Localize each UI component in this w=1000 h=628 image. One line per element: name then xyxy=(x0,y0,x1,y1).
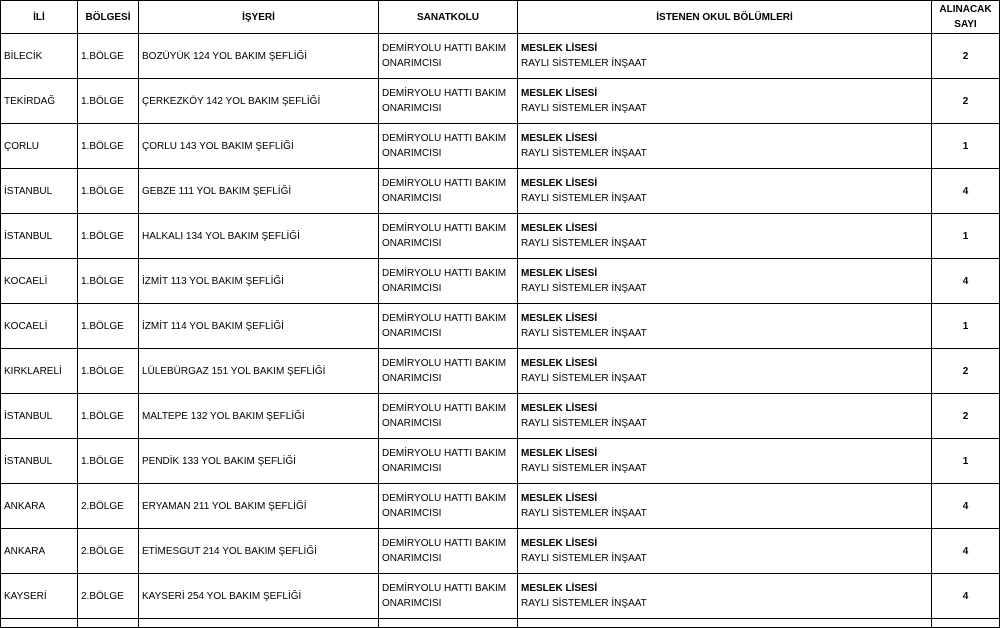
okul-sub: RAYLI SİSTEMLER İNŞAAT xyxy=(521,463,647,474)
okul-sub: RAYLI SİSTEMLER İNŞAAT xyxy=(521,598,647,609)
cell-il: İSTANBUL xyxy=(1,214,78,259)
okul-main: MESLEK LİSESİ xyxy=(521,268,598,279)
table-row xyxy=(1,439,1000,484)
sanatkolu-line2: ONARIMCISI xyxy=(382,238,442,249)
table-row xyxy=(1,349,1000,394)
sanatkolu-line1: DEMİRYOLU HATTI BAKIM xyxy=(382,448,507,459)
header-row xyxy=(1,1,1000,34)
header-alinacak-line1: ALINACAK xyxy=(939,4,992,15)
cell-isyeri: GEBZE 111 YOL BAKIM ŞEFLİĞİ xyxy=(139,169,379,214)
header-isyeri: İŞYERİ xyxy=(139,1,379,34)
cell-il: İSTANBUL xyxy=(1,394,78,439)
sanatkolu-line1: DEMİRYOLU HATTI BAKIM xyxy=(382,403,507,414)
cell-okul xyxy=(518,169,932,214)
cell-il: KAYSERİ xyxy=(1,574,78,619)
sanatkolu-line1: DEMİRYOLU HATTI BAKIM xyxy=(382,43,507,54)
cell-isyeri: ÇORLU 143 YOL BAKIM ŞEFLİĞİ xyxy=(139,124,379,169)
cell-il: BİLECİK xyxy=(1,34,78,79)
cell-empty xyxy=(78,619,139,628)
cell-sayi: 4 xyxy=(932,574,1000,619)
okul-main: MESLEK LİSESİ xyxy=(521,88,598,99)
cell-bolge: 1.BÖLGE xyxy=(78,439,139,484)
cell-sanatkolu xyxy=(379,394,518,439)
sanatkolu-line1: DEMİRYOLU HATTI BAKIM xyxy=(382,538,507,549)
cell-okul xyxy=(518,439,932,484)
sanatkolu-line1: DEMİRYOLU HATTI BAKIM xyxy=(382,493,507,504)
header-alinacak xyxy=(932,1,1000,34)
okul-sub: RAYLI SİSTEMLER İNŞAAT xyxy=(521,418,647,429)
cell-bolge: 2.BÖLGE xyxy=(78,484,139,529)
cell-sayi: 4 xyxy=(932,484,1000,529)
cell-il: ANKARA xyxy=(1,484,78,529)
header-il: İLİ xyxy=(1,1,78,34)
table-row xyxy=(1,574,1000,619)
cell-sayi: 4 xyxy=(932,529,1000,574)
cell-isyeri: LÜLEBÜRGAZ 151 YOL BAKIM ŞEFLİĞİ xyxy=(139,349,379,394)
cell-okul xyxy=(518,529,932,574)
okul-main: MESLEK LİSESİ xyxy=(521,538,598,549)
cell-empty xyxy=(379,619,518,628)
okul-main: MESLEK LİSESİ xyxy=(521,178,598,189)
cell-sanatkolu xyxy=(379,304,518,349)
table-row xyxy=(1,169,1000,214)
cell-bolge: 1.BÖLGE xyxy=(78,349,139,394)
cell-sayi: 1 xyxy=(932,124,1000,169)
cell-isyeri: PENDİK 133 YOL BAKIM ŞEFLİĞİ xyxy=(139,439,379,484)
cell-okul xyxy=(518,349,932,394)
sanatkolu-line2: ONARIMCISI xyxy=(382,328,442,339)
cell-sanatkolu xyxy=(379,259,518,304)
cell-okul xyxy=(518,484,932,529)
header-sanatkolu: SANATKOLU xyxy=(379,1,518,34)
okul-sub: RAYLI SİSTEMLER İNŞAAT xyxy=(521,508,647,519)
cell-sanatkolu xyxy=(379,169,518,214)
sanatkolu-line1: DEMİRYOLU HATTI BAKIM xyxy=(382,583,507,594)
cell-il: İSTANBUL xyxy=(1,439,78,484)
cell-okul xyxy=(518,34,932,79)
cell-sayi: 2 xyxy=(932,34,1000,79)
cell-empty xyxy=(139,619,379,628)
table-row xyxy=(1,214,1000,259)
cell-isyeri: MALTEPE 132 YOL BAKIM ŞEFLİĞİ xyxy=(139,394,379,439)
cell-sanatkolu xyxy=(379,529,518,574)
sanatkolu-line1: DEMİRYOLU HATTI BAKIM xyxy=(382,313,507,324)
sanatkolu-line1: DEMİRYOLU HATTI BAKIM xyxy=(382,223,507,234)
table-row xyxy=(1,79,1000,124)
cell-il: KIRKLARELİ xyxy=(1,349,78,394)
cell-il: TEKİRDAĞ xyxy=(1,79,78,124)
okul-sub: RAYLI SİSTEMLER İNŞAAT xyxy=(521,148,647,159)
table-row xyxy=(1,484,1000,529)
okul-sub: RAYLI SİSTEMLER İNŞAAT xyxy=(521,373,647,384)
cell-bolge: 2.BÖLGE xyxy=(78,529,139,574)
sanatkolu-line2: ONARIMCISI xyxy=(382,373,442,384)
cell-sanatkolu xyxy=(379,439,518,484)
cell-empty xyxy=(518,619,932,628)
cell-il: KOCAELİ xyxy=(1,304,78,349)
cell-bolge: 1.BÖLGE xyxy=(78,79,139,124)
okul-sub: RAYLI SİSTEMLER İNŞAAT xyxy=(521,58,647,69)
cell-sayi: 2 xyxy=(932,79,1000,124)
cell-bolge: 2.BÖLGE xyxy=(78,574,139,619)
cell-sayi: 2 xyxy=(932,394,1000,439)
header-alinacak-line2: SAYI xyxy=(954,19,977,30)
sanatkolu-line2: ONARIMCISI xyxy=(382,148,442,159)
cell-bolge: 1.BÖLGE xyxy=(78,259,139,304)
okul-main: MESLEK LİSESİ xyxy=(521,403,598,414)
table-row xyxy=(1,394,1000,439)
sanatkolu-line1: DEMİRYOLU HATTI BAKIM xyxy=(382,178,507,189)
okul-main: MESLEK LİSESİ xyxy=(521,43,598,54)
header-bolge: BÖLGESİ xyxy=(78,1,139,34)
cell-sanatkolu xyxy=(379,34,518,79)
cell-okul xyxy=(518,79,932,124)
okul-main: MESLEK LİSESİ xyxy=(521,313,598,324)
cell-sanatkolu xyxy=(379,214,518,259)
cell-isyeri: ERYAMAN 211 YOL BAKIM ŞEFLİĞİ xyxy=(139,484,379,529)
cell-sanatkolu xyxy=(379,574,518,619)
table-row xyxy=(1,304,1000,349)
table-row xyxy=(1,124,1000,169)
cell-bolge: 1.BÖLGE xyxy=(78,124,139,169)
header-okul: İSTENEN OKUL BÖLÜMLERİ xyxy=(518,1,932,34)
sanatkolu-line1: DEMİRYOLU HATTI BAKIM xyxy=(382,88,507,99)
cell-empty xyxy=(932,619,1000,628)
cell-okul xyxy=(518,574,932,619)
cell-isyeri: KAYSERİ 254 YOL BAKIM ŞEFLİĞİ xyxy=(139,574,379,619)
cell-isyeri: ETİMESGUT 214 YOL BAKIM ŞEFLİĞİ xyxy=(139,529,379,574)
cell-bolge: 1.BÖLGE xyxy=(78,304,139,349)
sanatkolu-line2: ONARIMCISI xyxy=(382,283,442,294)
cell-il: İSTANBUL xyxy=(1,169,78,214)
cell-sanatkolu xyxy=(379,124,518,169)
cell-sayi: 2 xyxy=(932,349,1000,394)
sanatkolu-line2: ONARIMCISI xyxy=(382,508,442,519)
okul-main: MESLEK LİSESİ xyxy=(521,583,598,594)
sanatkolu-line2: ONARIMCISI xyxy=(382,598,442,609)
cell-bolge: 1.BÖLGE xyxy=(78,214,139,259)
cell-il: KOCAELİ xyxy=(1,259,78,304)
okul-main: MESLEK LİSESİ xyxy=(521,223,598,234)
cell-sayi: 1 xyxy=(932,214,1000,259)
okul-sub: RAYLI SİSTEMLER İNŞAAT xyxy=(521,103,647,114)
okul-sub: RAYLI SİSTEMLER İNŞAAT xyxy=(521,238,647,249)
okul-main: MESLEK LİSESİ xyxy=(521,133,598,144)
cell-isyeri: İZMİT 114 YOL BAKIM ŞEFLİĞİ xyxy=(139,304,379,349)
sanatkolu-line2: ONARIMCISI xyxy=(382,418,442,429)
sanatkolu-line1: DEMİRYOLU HATTI BAKIM xyxy=(382,268,507,279)
table-row xyxy=(1,34,1000,79)
sanatkolu-line2: ONARIMCISI xyxy=(382,553,442,564)
okul-sub: RAYLI SİSTEMLER İNŞAAT xyxy=(521,328,647,339)
cell-sayi: 4 xyxy=(932,169,1000,214)
cell-okul xyxy=(518,304,932,349)
cell-il: ÇORLU xyxy=(1,124,78,169)
cell-okul xyxy=(518,259,932,304)
okul-main: MESLEK LİSESİ xyxy=(521,358,598,369)
okul-sub: RAYLI SİSTEMLER İNŞAAT xyxy=(521,193,647,204)
cell-bolge: 1.BÖLGE xyxy=(78,34,139,79)
okul-main: MESLEK LİSESİ xyxy=(521,493,598,504)
cell-sanatkolu xyxy=(379,79,518,124)
table-row xyxy=(1,529,1000,574)
okul-sub: RAYLI SİSTEMLER İNŞAAT xyxy=(521,283,647,294)
sanatkolu-line1: DEMİRYOLU HATTI BAKIM xyxy=(382,358,507,369)
cell-sanatkolu xyxy=(379,349,518,394)
okul-sub: RAYLI SİSTEMLER İNŞAAT xyxy=(521,553,647,564)
cell-il: ANKARA xyxy=(1,529,78,574)
table-row-partial xyxy=(1,619,1000,628)
sanatkolu-line1: DEMİRYOLU HATTI BAKIM xyxy=(382,133,507,144)
table-row xyxy=(1,259,1000,304)
cell-sanatkolu xyxy=(379,484,518,529)
cell-okul xyxy=(518,214,932,259)
sanatkolu-line2: ONARIMCISI xyxy=(382,58,442,69)
cell-okul xyxy=(518,394,932,439)
cell-okul xyxy=(518,124,932,169)
cell-empty xyxy=(1,619,78,628)
cell-isyeri: İZMİT 113 YOL BAKIM ŞEFLİĞİ xyxy=(139,259,379,304)
cell-sayi: 1 xyxy=(932,304,1000,349)
okul-main: MESLEK LİSESİ xyxy=(521,448,598,459)
sanatkolu-line2: ONARIMCISI xyxy=(382,463,442,474)
cell-isyeri: ÇERKEZKÖY 142 YOL BAKIM ŞEFLİĞİ xyxy=(139,79,379,124)
cell-isyeri: BOZÜYÜK 124 YOL BAKIM ŞEFLİĞİ xyxy=(139,34,379,79)
table-body xyxy=(1,34,1000,628)
cell-sayi: 1 xyxy=(932,439,1000,484)
cell-bolge: 1.BÖLGE xyxy=(78,169,139,214)
sanatkolu-line2: ONARIMCISI xyxy=(382,193,442,204)
cell-bolge: 1.BÖLGE xyxy=(78,394,139,439)
cell-isyeri: HALKALI 134 YOL BAKIM ŞEFLİĞİ xyxy=(139,214,379,259)
cell-sayi: 4 xyxy=(932,259,1000,304)
sanatkolu-line2: ONARIMCISI xyxy=(382,103,442,114)
